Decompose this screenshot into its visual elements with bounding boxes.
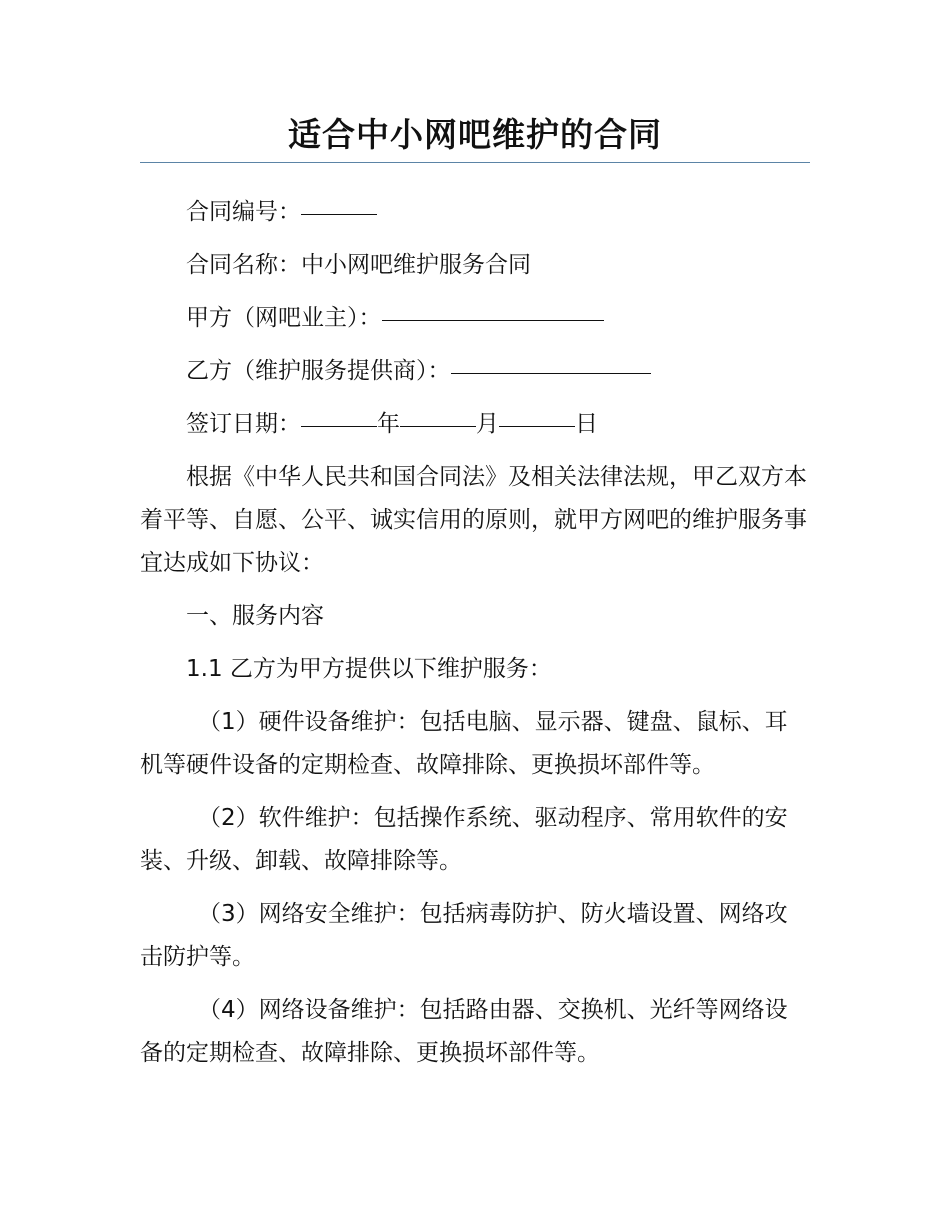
document-page bbox=[140, 0, 810, 1230]
party-a-label: 甲方（网吧业主）： bbox=[186, 305, 382, 331]
party-b-blank bbox=[451, 372, 651, 374]
contract-number-label: 合同编号： bbox=[186, 199, 301, 225]
sign-date-label: 签订日期： bbox=[186, 411, 301, 437]
service-item-network-devices: （4）网络设备维护：包括路由器、交换机、光纤等网络设备的定期检查、故障排除、更换损坏部件等。 bbox=[140, 997, 788, 1066]
month-label: 月 bbox=[476, 411, 499, 437]
sign-month-blank bbox=[400, 425, 476, 427]
document-title: 适合中小网吧维护的合同 bbox=[288, 115, 662, 154]
contract-name-line bbox=[140, 244, 810, 287]
party-b-label: 乙方（维护服务提供商）： bbox=[186, 358, 451, 384]
sign-date-line bbox=[140, 403, 810, 446]
contract-number-blank bbox=[301, 213, 377, 215]
contract-name-label: 合同名称： bbox=[186, 252, 301, 278]
section-heading-services: 一、服务内容 bbox=[186, 603, 324, 629]
service-item-software: （2）软件维护：包括操作系统、驱动程序、常用软件的安装、升级、卸载、故障排除等。 bbox=[140, 805, 788, 874]
contract-name-value: 中小网吧维护服务合同 bbox=[301, 252, 531, 278]
service-item-network-security: （3）网络安全维护：包括病毒防护、防火墙设置、网络攻击防护等。 bbox=[140, 901, 788, 970]
clause-1-1: 1.1 乙方为甲方提供以下维护服务： bbox=[186, 656, 552, 682]
year-label: 年 bbox=[377, 411, 400, 437]
sign-day-blank bbox=[499, 425, 575, 427]
day-label: 日 bbox=[575, 411, 598, 437]
contract-number-line bbox=[140, 191, 810, 234]
sign-year-blank bbox=[301, 425, 377, 427]
party-a-blank bbox=[382, 319, 604, 321]
service-item-hardware: （1）硬件设备维护：包括电脑、显示器、键盘、鼠标、耳机等硬件设备的定期检查、故障排除、更换损坏部件等。 bbox=[140, 709, 788, 778]
title-divider bbox=[140, 162, 810, 163]
party-a-line bbox=[140, 297, 810, 340]
party-b-line bbox=[140, 350, 810, 393]
preamble-paragraph: 根据《中华人民共和国合同法》及相关法律法规，甲乙双方本着平等、自愿、公平、诚实信用的原则，就甲方网吧的维护服务事宜达成如下协议： bbox=[140, 464, 807, 576]
document-body bbox=[140, 191, 810, 1085]
